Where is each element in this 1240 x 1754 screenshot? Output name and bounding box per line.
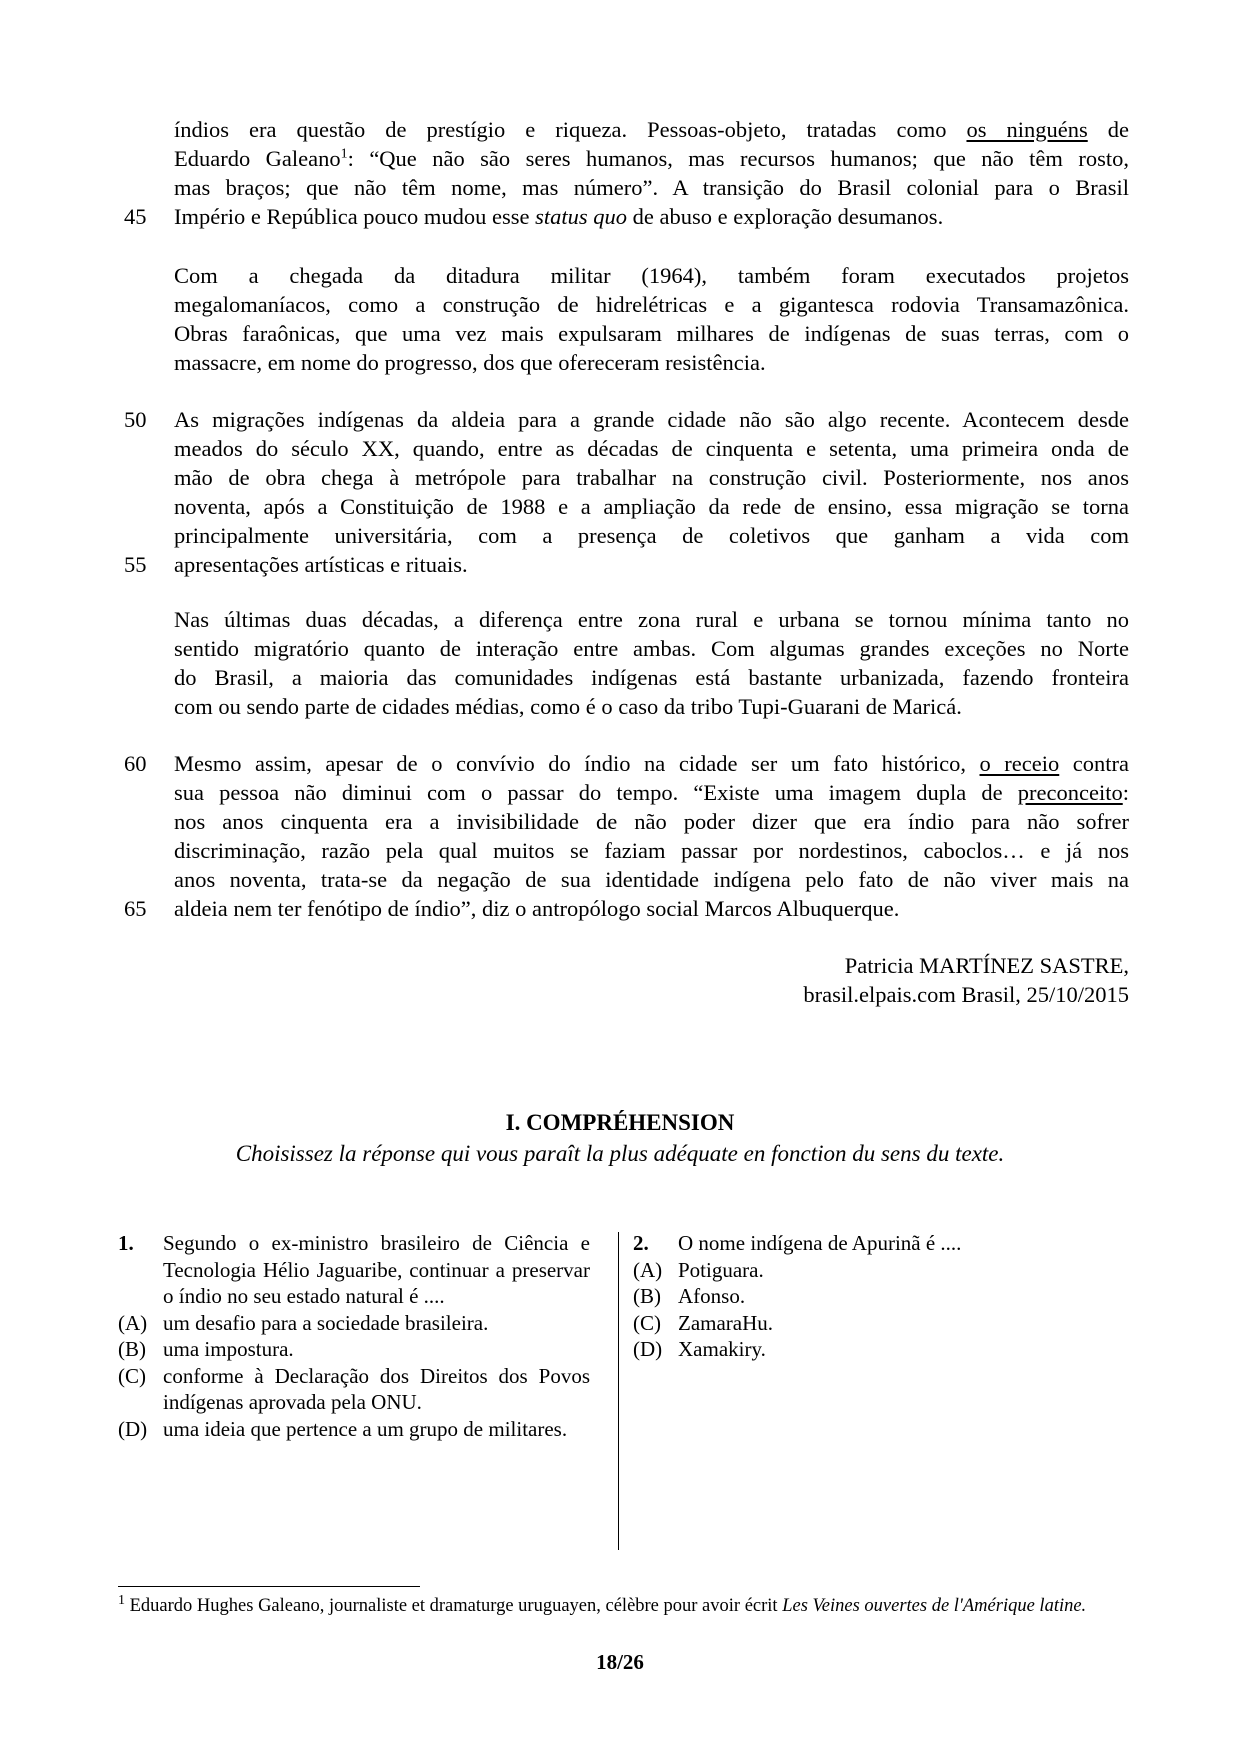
underlined-term: o receio [979,751,1060,776]
text-line: meados do século XX, quando, entre as décadas de cinquenta e setenta, uma primeira onda de [174,436,1129,461]
question-stem [118,1230,590,1310]
paragraph-2 [174,261,1129,377]
option-text: Xamakiry. [678,1337,766,1361]
article-signature [803,951,1129,1009]
line-number-60: 60 [124,751,147,776]
option-d[interactable] [118,1416,590,1443]
question-number: 1. [118,1231,134,1255]
option-text: um desafio para a sociedade brasileira. [163,1310,489,1335]
line-number-50: 50 [124,407,147,432]
text-line: discriminação, razão pela qual muitos se faziam passar por nordestinos, caboclos… e já nos [174,838,1129,863]
text-line: Império e República pouco mudou esse status quo de abuso e exploração desumanos. [174,204,944,229]
text-line: do Brasil, a maioria das comunidades indígenas está bastante urbanizada, fazendo fronteira [174,665,1129,690]
footnote [118,1594,1130,1618]
option-label: (A) [118,1310,148,1335]
question-2 [633,1230,1053,1363]
option-a[interactable] [633,1257,1053,1284]
page-number: 18/26 [596,1650,644,1674]
line-number-55: 55 [124,552,147,577]
text-line: anos noventa, trata-se da negação de sua identidade indígena pelo fato de não viver mais na [174,867,1129,892]
option-label: (A) [633,1257,663,1282]
text-line: principalmente universitária, com a presença de coletivos que ganham a vida com [174,523,1129,548]
question-text: Segundo o ex-ministro brasileiro de Ciência e Tecnologia Hélio Jaguaribe, continuar a preservar o índio no seu estado natural é .... [163,1231,590,1308]
option-label: (C) [633,1310,661,1335]
footnote-work-title: Les Veines ouvertes de l'Amérique latine. [782,1596,1087,1616]
paragraph-4 [174,605,1129,721]
option-a[interactable] [118,1310,590,1337]
text-line: Obras faraônicas, que uma vez mais expulsaram milhares de indígenas de suas terras, com o [174,321,1129,346]
text-line: Mesmo assim, apesar de o convívio do índio na cidade ser um fato histórico, o receio contra [174,751,1129,776]
text-line: mas braços; que não têm nome, mas número”. A transição do Brasil colonial para o Brasil [174,175,1129,200]
underlined-term: os ninguéns [966,117,1088,142]
text-line: megalomaníacos, como a construção de hidrelétricas e a gigantesca rodovia Transamazônica. [174,292,1129,317]
footnote-rule [118,1586,420,1587]
text-line: nos anos cinquenta era a invisibilidade de não poder dizer que era índio para não sofrer [174,809,1129,834]
option-text: uma ideia que pertence a um grupo de militares. [163,1416,568,1441]
option-text: Potiguara. [678,1257,764,1282]
text-line: massacre, em nome do progresso, dos que ofereceram resistência. [174,350,766,375]
signature-author: Patricia MARTÍNEZ SASTRE, [844,953,1129,978]
text-line: apresentações artísticas e rituais. [174,552,468,577]
paragraph-3 [174,405,1129,579]
signature-source: brasil.elpais.com Brasil, 25/10/2015 [803,982,1129,1007]
underlined-term: preconceito [1017,780,1123,805]
option-text: Afonso. [678,1284,746,1308]
question-text: O nome indígena de Apurinã é .... [678,1231,962,1255]
paragraph-5 [174,749,1129,923]
footnote-marker: 1 [118,1592,125,1608]
option-label: (D) [118,1416,148,1441]
option-text: ZamaraHu. [678,1310,774,1335]
text-line: Nas últimas duas décadas, a diferença entre zona rural e urbana se tornou mínima tanto no [174,607,1129,632]
option-label: (B) [118,1337,146,1361]
line-number-45: 45 [124,204,147,229]
text-line: noventa, após a Constituição de 1988 e a ampliação da rede de ensino, essa migração se torna [174,494,1129,519]
text-line: As migrações indígenas da aldeia para a grande cidade não são algo recente. Acontecem desde [174,407,1129,432]
column-divider [618,1232,619,1550]
paragraph-1 [174,115,1129,231]
option-text: uma impostura. [163,1337,294,1361]
question-stem [633,1230,1053,1257]
text-line: sua pessoa não diminui com o passar do tempo. “Existe uma imagem dupla de preconceito: [174,780,1129,805]
footnote-text: Eduardo Hughes Galeano, journaliste et dramaturge uruguayen, célèbre pour avoir écrit [129,1596,783,1616]
text-line: índios era questão de prestígio e riqueza. Pessoas-objeto, tratadas como os ninguéns de [174,117,1129,142]
text-line: aldeia nem ter fenótipo de índio”, diz o antropólogo social Marcos Albuquerque. [174,896,900,921]
text-line: sentido migratório quanto de interação entre ambas. Com algumas grandes exceções no Norte [174,636,1129,661]
option-label: (C) [118,1363,146,1388]
line-number-65: 65 [124,896,147,921]
text-line: mão de obra chega à metrópole para trabalhar na construção civil. Posteriormente, nos anos [174,465,1129,490]
option-d[interactable] [633,1336,1053,1363]
question-1 [118,1230,590,1442]
option-c[interactable] [118,1363,590,1416]
section-title: I. COMPRÉHENSION [505,1110,735,1135]
italic-term: status quo [535,204,628,229]
text-line: Eduardo Galeano$^1$: “Que não são seres humanos, mas recursos humanos; que não têm rosto, [174,146,1129,171]
section-instruction: Choisissez la réponse qui vous paraît la plus adéquate en fonction du sens du texte. [235,1141,1005,1166]
option-label: (D) [633,1337,663,1361]
question-number: 2. [633,1231,649,1255]
option-label: (B) [633,1284,661,1308]
option-b[interactable] [633,1283,1053,1310]
text-line: Com a chegada da ditadura militar (1964), também foram executados projetos [174,263,1129,288]
option-c[interactable] [633,1310,1053,1337]
option-text: conforme à Declaração dos Direitos dos Povos indígenas aprovada pela ONU. [163,1363,590,1414]
footnote-reference: 1 [340,146,348,162]
text-line: com ou sendo parte de cidades médias, como é o caso da tribo Tupi-Guarani de Maricá. [174,694,962,719]
option-b[interactable] [118,1336,590,1363]
